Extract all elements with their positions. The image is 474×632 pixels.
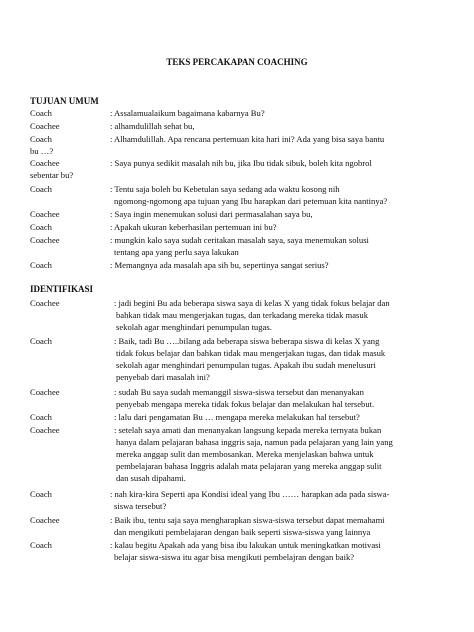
- dialogue-line: : kalau begitu Apakah ada yang bisa ibu lakukan untuk meningkatkan motivasi: [110, 540, 381, 550]
- dialogue-line: dan mengikuti pembelajaran dengan baik seperti siswa-siswa yang lainnya: [114, 527, 371, 537]
- dialogue-line: pembelajaran bahasa Inggris adalah mata pelajaran yang mereka anggap sulit: [116, 461, 382, 471]
- speaker-label: Coach: [30, 540, 52, 550]
- dialogue-line: mereka anggap sulit dan membosankan. Mereka menjelaskan bahwa untuk: [116, 449, 374, 459]
- dialogue-line: tidak fokus belajar dan bahkan tidak mau mengerjakan tugas, dan tidak masuk: [116, 348, 386, 358]
- dialogue-line: sebentar bu?: [30, 170, 74, 180]
- speaker-label: Coachee: [30, 298, 60, 308]
- dialogue-line: : nah kira-kira Seperti apa Kondisi ideal yang Ibu …… harapkan ada pada siswa-: [110, 489, 390, 499]
- dialogue-line: : mungkin kalo saya sudah ceritakan masalah saya, saya menemukan solusi: [110, 235, 369, 245]
- section-heading-tujuan-umum: TUJUAN UMUM: [30, 96, 99, 106]
- dialogue-line: : Baik, tadi Bu …..bilang ada beberapa siswa beberapa siswa di kelas X yang: [114, 336, 380, 346]
- speaker-label: Coach: [30, 260, 52, 270]
- dialogue-line: penyebab dari masalah ini?: [116, 372, 210, 382]
- dialogue-line: : sudah Bu saya sudah memanggil siswa-siswa tersebut dan menanyakan: [114, 387, 364, 397]
- dialogue-line: : Alhamdulillah. Apa rencana pertemuan kita hari ini? Ada yang bisa saya bantu: [110, 134, 385, 144]
- dialogue-line: : Tentu saja boleh bu Kebetulan saya sedang ada waktu kosong nih: [110, 184, 340, 194]
- speaker-label: Coach: [30, 134, 52, 144]
- speaker-label: Coach: [30, 184, 52, 194]
- dialogue-line: : setelah saya amati dan menanyakan langsung kepada mereka ternyata bukan: [114, 425, 382, 435]
- speaker-label: Coach: [30, 336, 52, 346]
- dialogue-line: siswa tersebut?: [114, 501, 167, 511]
- speaker-label: Coachee: [30, 515, 60, 525]
- dialogue-line: : jadi begini Bu ada beberapa siswa saya di kelas X yang tidak fokus belajar dan: [114, 298, 390, 308]
- dialogue-line: : Assalamualaikum bagaimana kabarnya Bu?: [110, 108, 265, 118]
- dialogue-line: : Saya punya sedikit masalah nih bu, jika Ibu tidak sibuk, boleh kita ngobrol: [110, 158, 372, 168]
- dialogue-line: : Memangnya ada masalah apa sih bu, sepertinya sangat serius?: [110, 260, 329, 270]
- speaker-label: Coach: [30, 489, 52, 499]
- dialogue-line: sekolah agar menghindari penumpulan tugas. Apakah ibu sudah menelusuri: [116, 360, 376, 370]
- section-heading-identifikasi: IDENTIFIKASI: [30, 284, 94, 294]
- dialogue-line: bahkan tidak mau mengerjakan tugas, dan terkadang mereka tidak masuk: [116, 310, 368, 320]
- dialogue-line: sekolah agar menghindari penumpulan tugas.: [116, 322, 272, 332]
- dialogue-line: bu …?: [30, 146, 54, 156]
- dialogue-line: tentang apa yang perlu saya lakukan: [114, 247, 239, 257]
- dialogue-line: ngomong-ngomong apa tujuan yang Ibu harapkan dari petemuan kita nantinya?: [114, 196, 388, 206]
- dialogue-line: : lalu dari pengamatan Bu … mengapa mereka melakukan hal tersebut?: [114, 412, 360, 422]
- speaker-label: Coachee: [30, 121, 60, 131]
- dialogue-line: penyebab mengapa mereka tidak fokus belajar dan melakukan hal tersebut.: [116, 399, 375, 409]
- dialogue-line: : Saya ingin menemukan solusi dari permasalahan saya bu,: [110, 209, 313, 219]
- speaker-label: Coach: [30, 412, 52, 422]
- dialogue-line: belajar siswa-siswa itu agar bisa mengikuti pembelajran dengan baik?: [114, 552, 355, 562]
- speaker-label: Coachee: [30, 235, 60, 245]
- dialogue-line: dan susah dipahami.: [116, 473, 186, 483]
- dialogue-line: : alhamdulillah sehat bu,: [110, 121, 195, 131]
- dialogue-line: : Baik ibu, tentu saja saya mengharapkan siswa-siswa tersebut dapat memahami: [110, 515, 385, 525]
- speaker-label: Coachee: [30, 425, 60, 435]
- speaker-label: Coach: [30, 108, 52, 118]
- speaker-label: Coachee: [30, 158, 60, 168]
- dialogue-line: : Apakah ukuran keberhasilan pertemuan ini bu?: [110, 222, 277, 232]
- document-title: TEKS PERCAKAPAN COACHING: [166, 57, 308, 67]
- speaker-label: Coachee: [30, 387, 60, 397]
- speaker-label: Coach: [30, 222, 52, 232]
- speaker-label: Coachee: [30, 209, 60, 219]
- dialogue-line: hanya dalam pelajaran bahasa inggris saja, namun pada pelajaran yang lain yang: [116, 437, 393, 447]
